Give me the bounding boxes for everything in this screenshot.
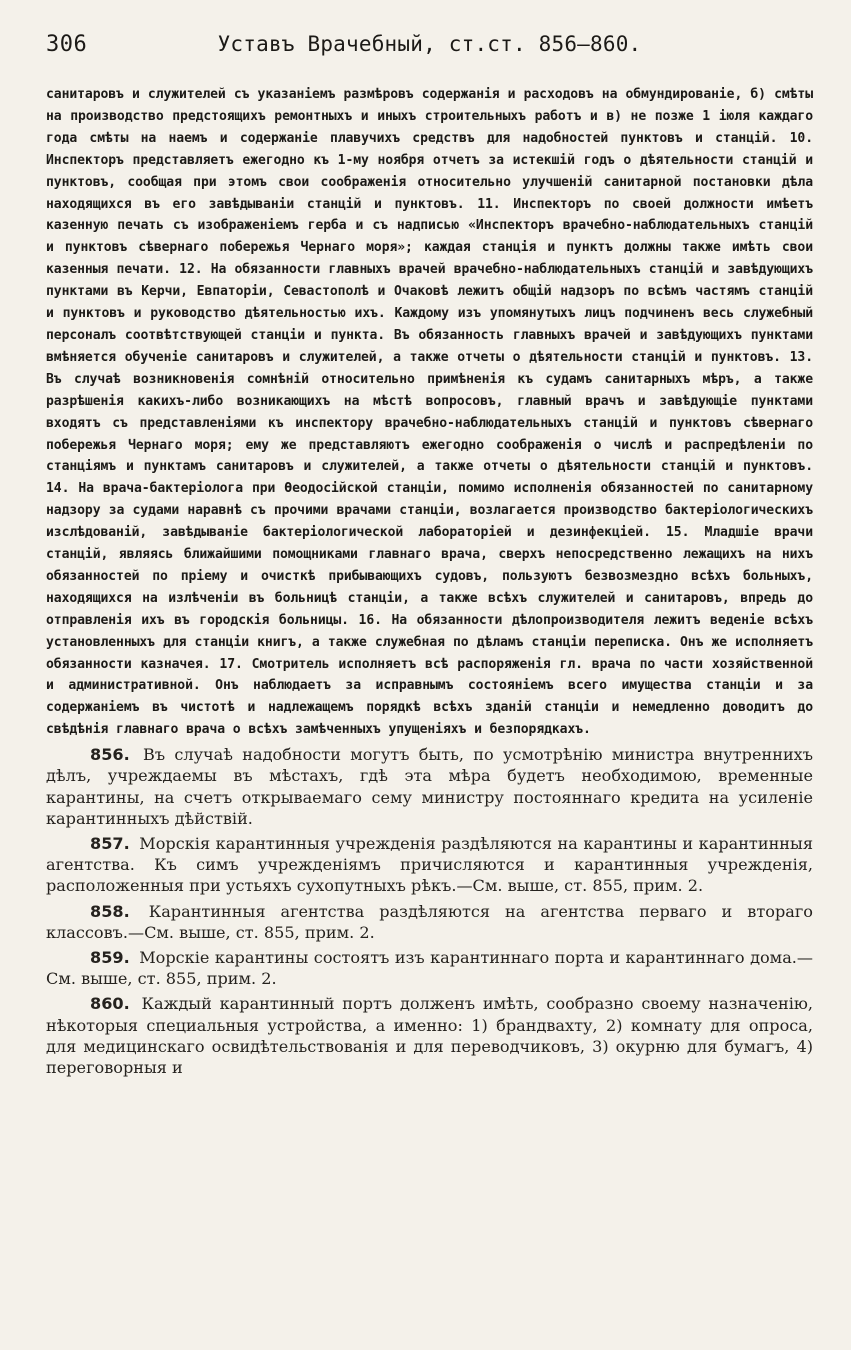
article-857	[46, 833, 813, 897]
continuation-note	[46, 84, 813, 741]
running-head	[46, 30, 813, 70]
article-859	[46, 947, 813, 989]
article-860	[46, 993, 813, 1078]
article-text: Морскіе карантины состоятъ изъ карантиннаго порта и карантиннаго дома.—См. выше, ст. 855, прим. 2.	[46, 948, 813, 989]
article-number: 857.	[90, 834, 130, 853]
article-text: Каждый карантинный портъ долженъ имѣть, сообразно своему назначенію, нѣкоторыя специальныя устройства, а именно: 1) брандвахту, 2) комнату для опроса, для медицинскаго освидѣтельствованія и для переводчиковъ, 3) окурню для бумагъ, 4) переговорныя и	[46, 994, 813, 1078]
article-number: 858.	[90, 901, 130, 921]
article-number: 856.	[90, 745, 130, 765]
articles-section	[46, 744, 813, 1078]
article-number: 859.	[90, 948, 130, 968]
article-text: Карантинныя агентства раздѣляются на агентства перваго и втораго классовъ.—См. выше, ст. 855, прим. 2.	[46, 901, 813, 942]
article-858	[46, 901, 813, 943]
header-title: Уставъ Врачебный, ст.ст. 856—860.	[217, 32, 642, 56]
article-856	[46, 744, 813, 829]
article-text: Морскія карантинныя учрежденія раздѣляются на карантины и карантинныя агентства. Къ симъ учрежденіямъ причисляются и карантинныя учрежденія, расположенныя при устьяхъ сухопутныхъ рѣкъ.—См. выше, ст. 855, прим. 2.	[46, 834, 813, 896]
page-number: 306	[46, 32, 88, 57]
continuation-note-text: санитаровъ и служителей съ указаніемъ размѣровъ содержанія и расходовъ на обмундированіе, б) смѣты на производство предстоящихъ ремонтныхъ и иныхъ строительныхъ работъ и в) не позже 1 іюля каждаго года смѣты на наемъ и содержаніе плавучихъ средствъ для надобностей пунктовъ и станцій. 10. Инспекторъ представляетъ ежегодно къ 1-му ноября отчетъ за истекшій годъ о дѣятельности станцій и пунктовъ, сообщая при этомъ свои соображенія относительно улучшеній санитарной постановки дѣла находящихся въ его завѣдываніи станцій и пунктовъ. 11. Инспекторъ по своей должности имѣетъ казенную печать съ изображеніемъ герба и съ надписью «Инспекторъ врачебно-наблюдательныхъ станцій и пунктовъ сѣвернаго побережья Чернаго моря»; каждая станція и пунктъ должны также имѣть свои казенныя печати. 12. На обязанности главныхъ врачей врачебно-наблюдательныхъ станцій и завѣдующихъ пунктами въ Керчи, Евпаторіи, Севастополѣ и Очаковѣ лежитъ общій надзоръ по всѣмъ частямъ станцій и пунктовъ и руководство дѣятельностью ихъ. Каждому изъ упомянутыхъ лицъ подчиненъ весь служебный персоналъ соотвѣтствующей станціи и пункта. Въ обязанность главныхъ врачей и завѣдующихъ пунктами вмѣняется обученіе санитаровъ и служителей, а также отчеты о дѣятельности станцій и пунктовъ. 13. Въ случаѣ возникновенія сомнѣній относительно примѣненія къ судамъ санитарныхъ мѣръ, а также разрѣшенія какихъ-либо возникающихъ на мѣстѣ вопросовъ, главный врачъ и завѣдующіе пунктами входятъ съ представленіями къ инспектору врачебно-наблюдательныхъ станцій и пунктовъ сѣвернаго побережья Чернаго моря; ему же представляютъ ежегодно соображенія о числѣ и распредѣленіи по станціямъ и пунктамъ санитаровъ и служителей, а также отчеты о дѣятельности станцій и пунктовъ. 14. На врача-бактеріолога при Ѳеодосійской станціи, помимо исполненія обязанностей по санитарному надзору за судами наравнѣ съ прочими врачами станціи, возлагается производство бактеріологическихъ изслѣдованій, завѣдываніе бактеріологической лабораторіей и дезинфекціей. 15. Младшіе врачи станцій, являясь ближайшими помощниками главнаго врача, сверхъ непосредственно лежащихъ на нихъ обязанностей по пріему и очисткѣ прибывающихъ судовъ, пользуютъ безвозмездно всѣхъ больныхъ, находящихся на излѣченіи въ больницѣ станціи, а также всѣхъ служителей и санитаровъ, впредь до отправленія ихъ въ городскія больницы. 16. На обязанности дѣлопроизводителя лежитъ веденіе всѣхъ установленныхъ для станціи книгъ, а также служебная по дѣламъ станціи переписка. Онъ же исполняетъ обязанности казначея. 17. Смотритель исполняетъ всѣ распоряженія гл. врача по части хозяйственной и административной. Онъ наблюдаетъ за исправнымъ состояніемъ всего имущества станціи и за содержаніемъ въ чистотѣ и надлежащемъ порядкѣ всѣхъ зданій станціи и немедленно доводитъ до свѣдѣнія главнаго врача о всѣхъ замѣченныхъ упущеніяхъ и безпорядкахъ.	[46, 87, 813, 738]
article-number: 860.	[90, 994, 130, 1014]
article-text: Въ случаѣ надобности могутъ быть, по усмотрѣнію министра внутреннихъ дѣлъ, учреждаемы въ мѣстахъ, гдѣ эта мѣра будетъ необходимою, временные карантины, на счетъ открываемаго сему министру постояннаго кредита на усиленіе карантинныхъ дѣйствій.	[46, 745, 813, 828]
